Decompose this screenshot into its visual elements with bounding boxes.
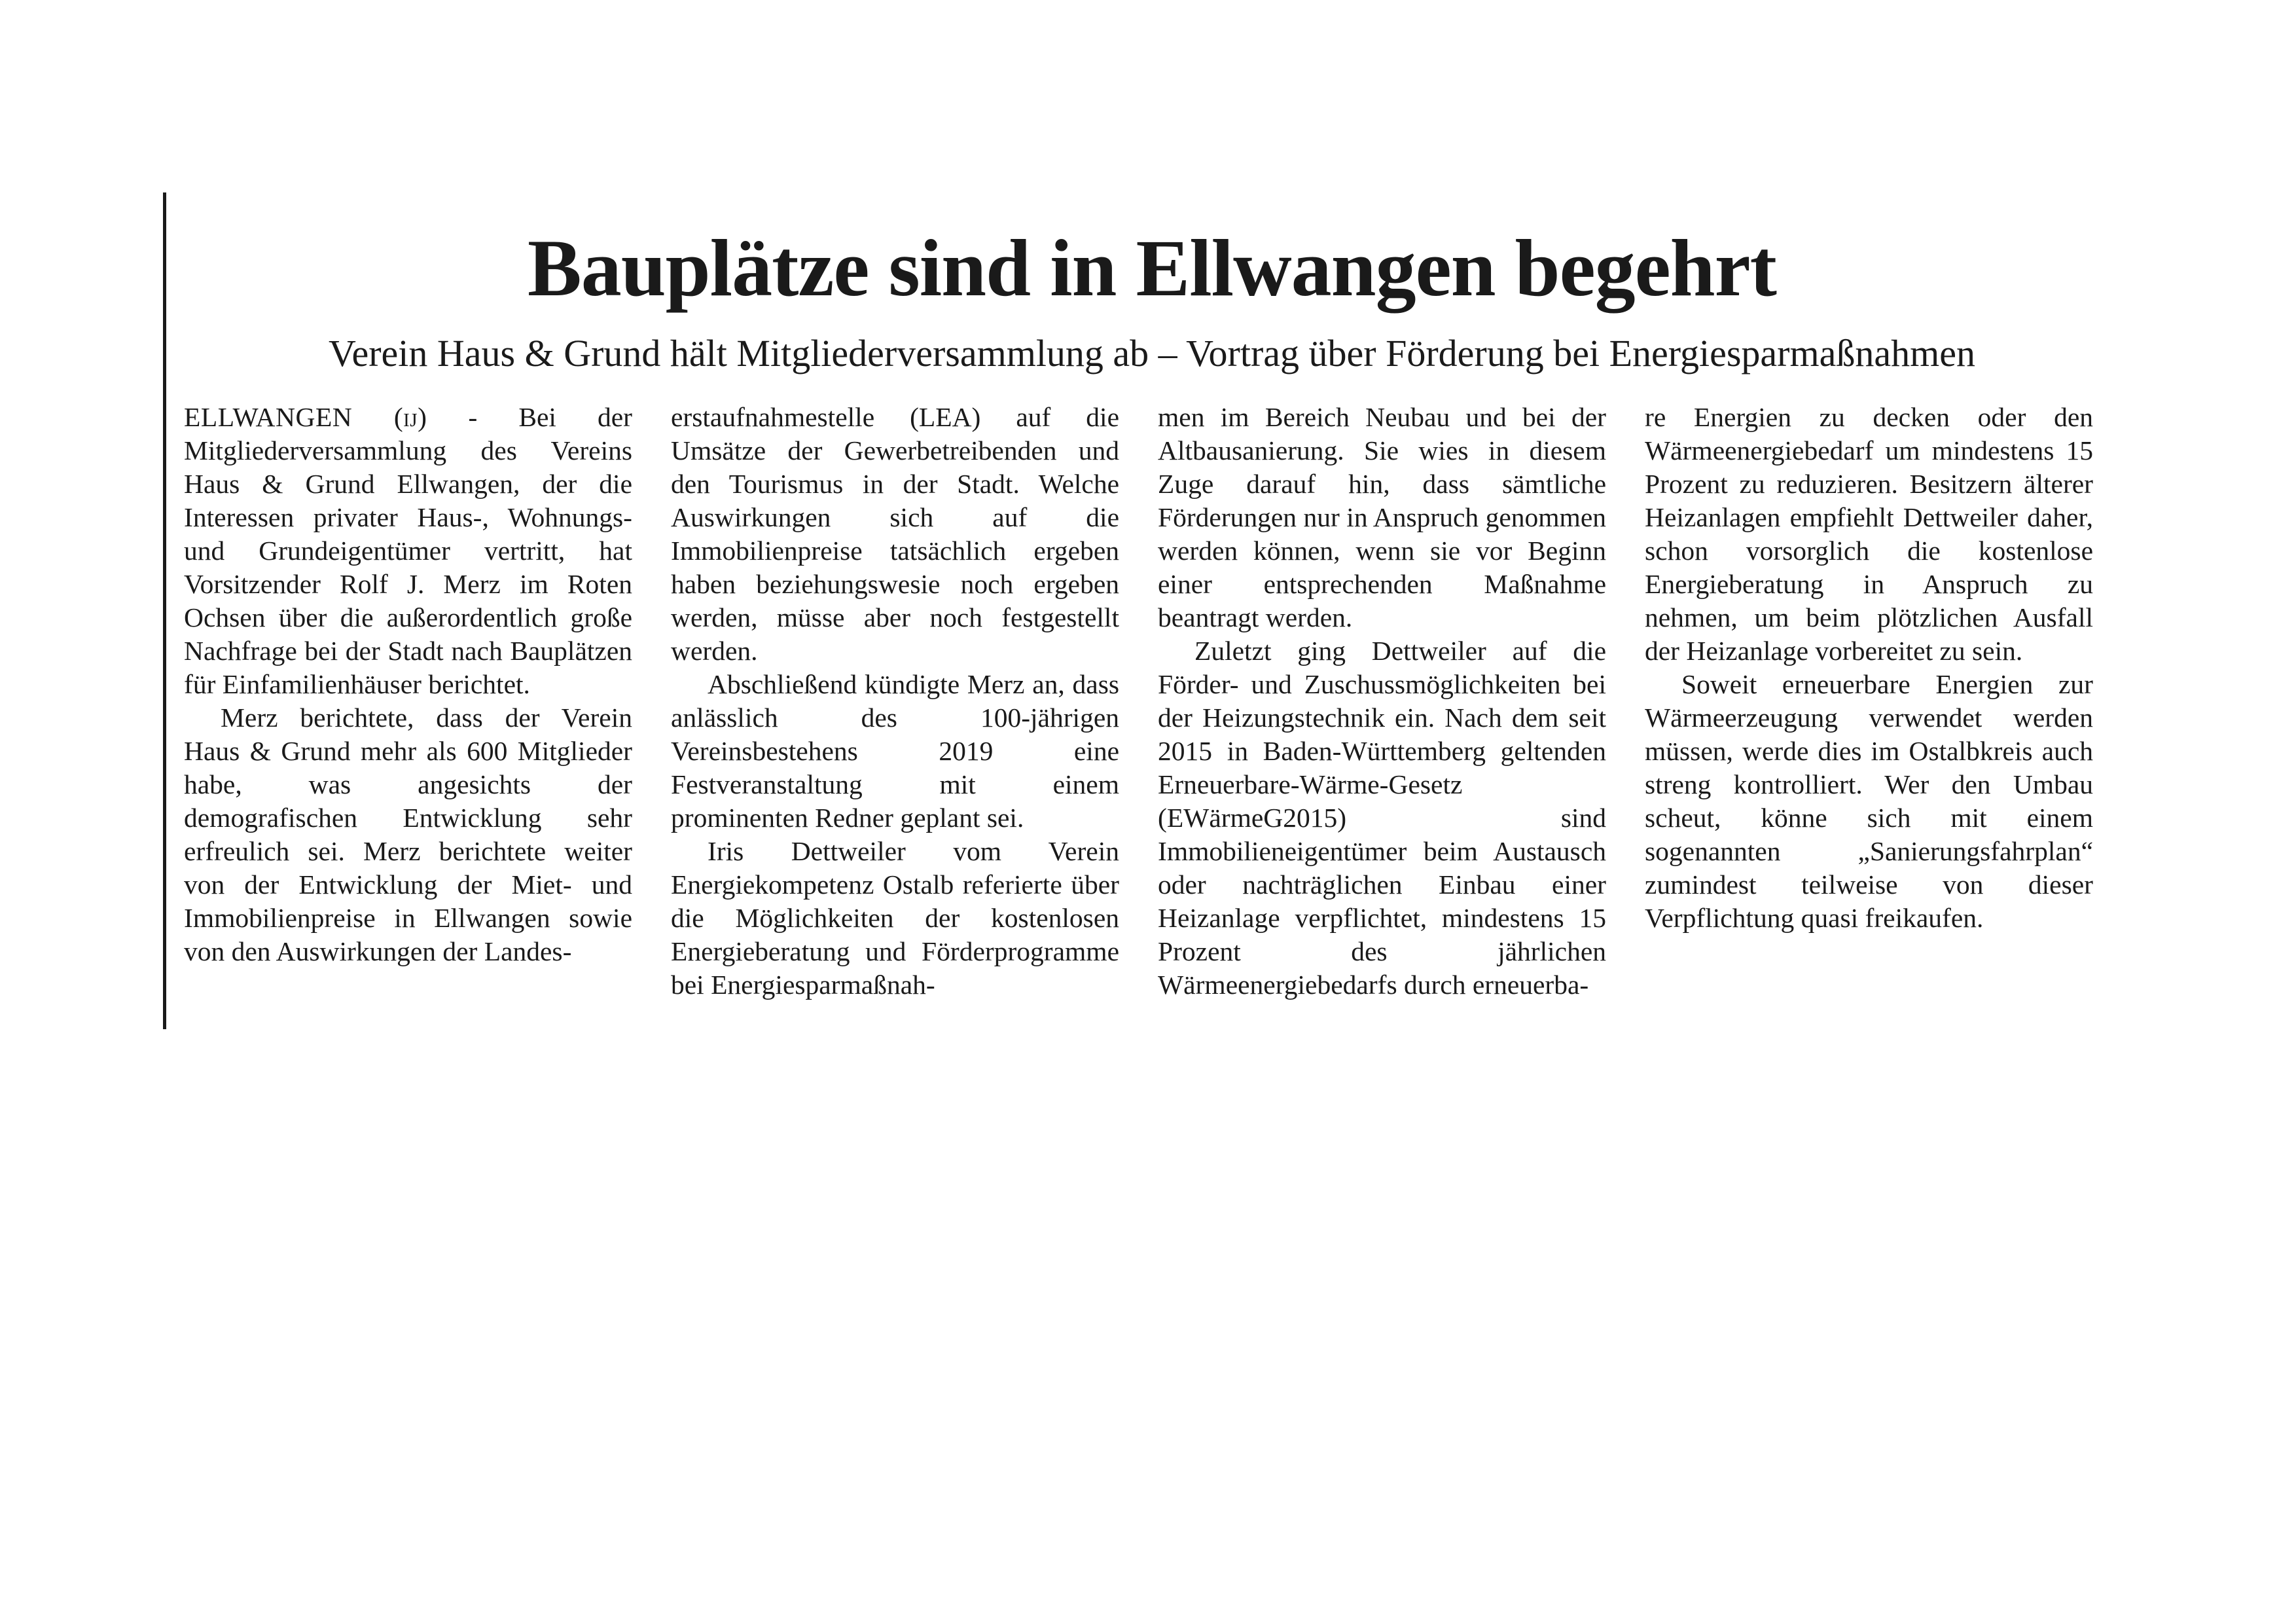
article-column-4 [1645,401,2093,1002]
article-paragraph [184,401,632,701]
article-paragraph: men im Bereich Neubau und bei der Altbausanierung. Sie wies in diesem Zuge darauf hin, dass sämtliche Förderungen nur in Anspruch genommen werden können, wenn sie vor Beginn einer entsprechenden Maßnahme beantragt werden. [1158,402,1606,632]
article-paragraph: Zuletzt ging Dettweiler auf die Förder- und Zuschussmöglichkeiten bei der Heizungstechnik ein. Nach dem seit 2015 in Baden-Württemberg geltenden Erneuerbare-Wärme-Gesetz (EWärmeG2015) sind Immobilieneigentümer beim Austausch oder nachträglichen Einbau einer Heizanlage verpflichtet, mindestens 15 Prozent des jährlichen Wärmeenergiebedarfs durch erneuerba- [1158,636,1606,1000]
article-subheadline: Verein Haus & Grund hält Mitgliederversammlung ab – Vortrag über Förderung bei Energiesparmaßnahmen [329,332,1975,374]
left-column-rule [163,192,166,1029]
article-paragraph: Merz berichtete, dass der Verein Haus & Grund mehr als 600 Mitglieder habe, was angesichts der demografischen Entwicklung sehr erfreulich sei. Merz berichtete weiter von der Entwicklung der Miet- und Immobilienpreise in Ellwangen sowie von den Auswirkungen der Landes- [184,702,632,966]
article-paragraph-text: - Bei der Mitgliederversammlung des Vereins Haus & Grund Ellwangen, der die Interessen privater Haus-, Wohnungs- und Grundeigentümer vertritt, hat Vorsitzender Rolf J. Merz im Roten Ochsen über die außerordentlich große Nachfrage bei der Stadt nach Bauplätzen für Einfamilienhäuser berichtet. [184,402,632,699]
article-column-2 [671,401,1119,1002]
article-paragraph: Abschließend kündigte Merz an, dass anlässlich des 100-jährigen Vereinsbestehens 2019 eine Festveranstaltung mit einem prominenten Redner geplant sei. [671,669,1119,833]
article-headline: Bauplätze sind in Ellwangen begehrt [528,223,1776,313]
article-dateline: ELLWANGEN (ij) [184,402,427,432]
article-paragraph: re Energien zu decken oder den Wärmeenergiebedarf um mindestens 15 Prozent zu reduzieren. Besitzern älterer Heizanlagen empfiehlt Dettweiler daher, schon vorsorglich die kostenlose Energieberatung in Anspruch zu nehmen, um beim plötzlichen Ausfall der Heizanlage vorbereitet zu sein. [1645,402,2093,666]
article-body [184,401,2092,1002]
article-paragraph: Soweit erneuerbare Energien zur Wärmeerzeugung verwendet werden müssen, werde dies im Ostalbkreis auch streng kontrolliert. Wer den Umbau scheut, könne sich mit einem sogenannten „Sanierungsfahrplan“ zumindest teilweise von dieser Verpflichtung quasi freikaufen. [1645,669,2093,933]
article-paragraph: Iris Dettweiler vom Verein Energiekompetenz Ostalb referierte über die Möglichkeiten der kostenlosen Energieberatung und Förderprogramme bei Energiesparmaßnah- [671,836,1119,1000]
article-column-1 [184,401,632,1002]
article-column-3 [1158,401,1606,1002]
article-paragraph: erstaufnahmestelle (LEA) auf die Umsätze der Gewerbetreibenden und den Tourismus in der Stadt. Welche Auswirkungen sich auf die Immobilienpreise tatsächlich ergeben haben beziehungswesie noch ergeben werden, müsse aber noch festgestellt werden. [671,402,1119,666]
